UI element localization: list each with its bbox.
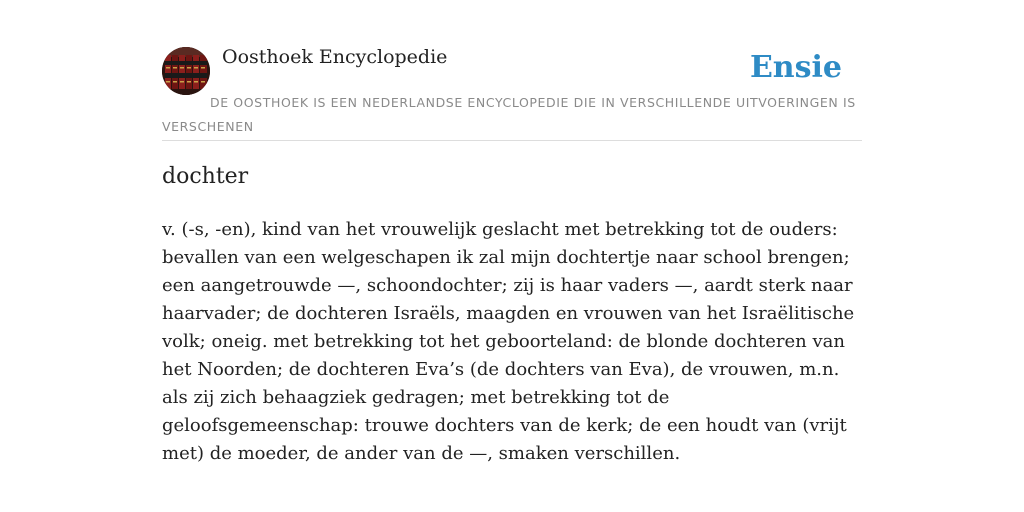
entry-title: dochter bbox=[162, 164, 249, 189]
site-tagline: DE OOSTHOEK IS EEN NEDERLANDSE ENCYCLOPEDIE DIE IN VERSCHILLENDE UITVOERINGEN IS VERSCHENEN bbox=[162, 95, 856, 134]
brand-logo[interactable]: Ensie bbox=[749, 50, 842, 85]
entry-definition: v. (-s, -en), kind van het vrouwelijk geslacht met betrekking tot de ouders: bevallen van een welgeschapen ik zal mijn dochtertje naar school brengen; een aangetrouwde —, schoondochter; zij is haar vaders —, aardt sterk naar haarvader; de dochteren Israëls, maagden en vrouwen van het Israëlitische volk; oneig. met betrekking tot het geboorteland: de blonde dochteren van het Noorden; de dochteren Eva’s (de dochters van Eva), de vrouwen, m.n. als zij zich behaagziek gedragen; met betrekking tot de geloofsgemeenschap: trouwe dochters van de kerk; de een houdt van (vrijt met) de moeder, de ander van de —, smaken verschillen. bbox=[162, 219, 855, 464]
site-header bbox=[162, 46, 862, 141]
site-title[interactable]: Oosthoek Encyclopedie bbox=[222, 46, 448, 68]
encyclopedia-books-icon[interactable] bbox=[162, 47, 210, 95]
